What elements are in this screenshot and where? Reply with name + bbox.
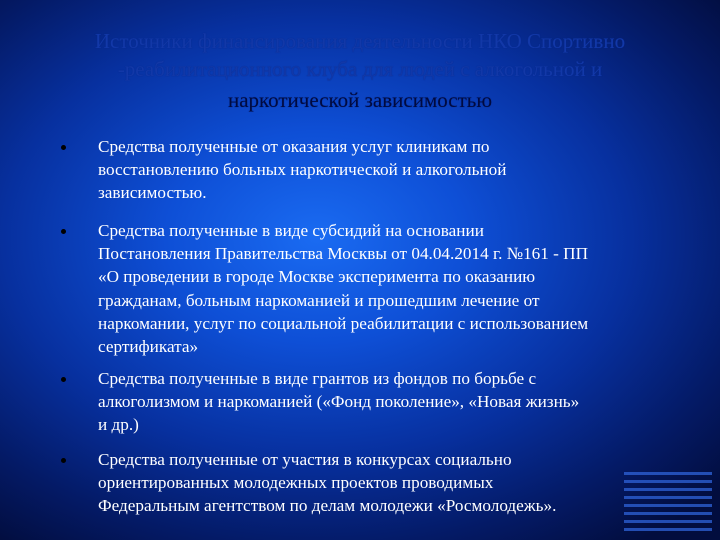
stripe <box>624 488 712 491</box>
list-item-line: Постановления Правительства Москвы от 04.04.2014 г. №161 - ПП <box>98 244 589 264</box>
stripe <box>624 472 712 475</box>
bullet-icon <box>61 229 66 234</box>
list-item-line: наркомании, услуг по социальной реабилитации с использованием <box>98 313 589 333</box>
list-item-line: Федеральным агентством по делам молодежи «Росмолодежь». <box>98 496 557 516</box>
list-item-line: ориентированных молодежных проектов проводимых <box>98 473 494 493</box>
list-item <box>98 448 678 518</box>
list-item-line: и др.) <box>98 415 139 435</box>
bullet-icon <box>61 145 66 150</box>
stripe <box>624 512 712 515</box>
stripe <box>624 496 712 499</box>
list-item-line: «О проведении в городе Москве эксперимента по оказанию <box>98 267 536 287</box>
stripe <box>624 480 712 483</box>
bullet-icon <box>61 377 66 382</box>
slide-title <box>30 27 690 114</box>
list-item-line: Средства полученные в виде грантов из фондов по борьбе с <box>98 369 537 388</box>
list-item <box>98 135 678 205</box>
bullet-icon <box>61 458 66 463</box>
list-item <box>98 367 678 437</box>
title-line: -реабилитационного клуба для людей с алкогольной и <box>117 57 603 81</box>
list-item-line: Средства полученные в виде субсидий на основании <box>98 221 484 240</box>
list-item-line: сертификата» <box>98 337 199 357</box>
list-item-line: алкоголизмом и наркоманией («Фонд поколение», «Новая жизнь» <box>98 392 580 412</box>
stripe <box>624 528 712 531</box>
stripe <box>624 504 712 507</box>
list-item-line: гражданам, больным наркоманией и прошедшим лечение от <box>98 290 540 310</box>
list-item-line: Средства полученные от оказания услуг клиникам по <box>98 137 490 156</box>
stripe <box>624 520 712 523</box>
list-item-line: Средства полученные от участия в конкурсах социально <box>98 450 512 469</box>
title-line: наркотической зависимостью <box>227 88 493 112</box>
title-line: Источники финансирования деятельности НКО Спортивно <box>94 29 626 53</box>
decorative-stripes <box>624 472 712 534</box>
list-item-line: восстановлению больных наркотической и алкогольной <box>98 160 507 180</box>
list-item <box>98 219 678 358</box>
list-item-line: зависимостью. <box>98 183 207 203</box>
